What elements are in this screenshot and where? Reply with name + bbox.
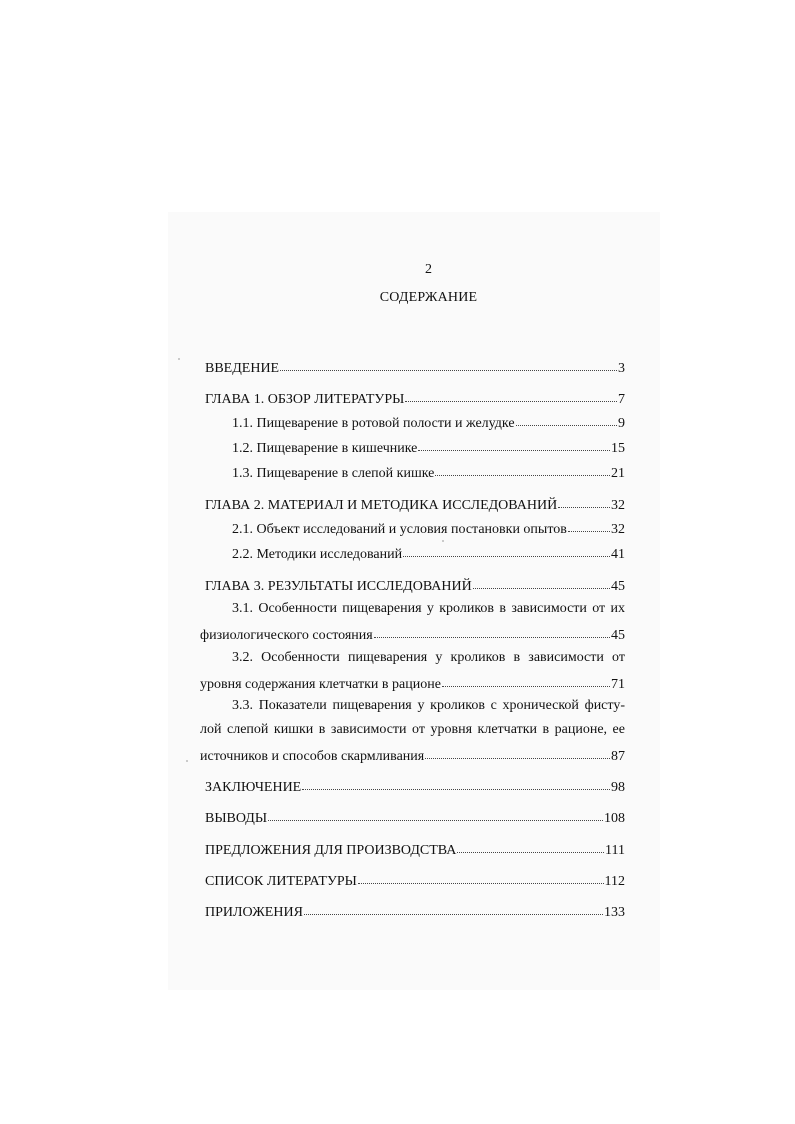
toc-entry-findings[interactable] <box>205 808 625 828</box>
leader-dots <box>268 807 603 821</box>
leader-dots <box>302 776 610 790</box>
toc-entry-label: СПИСОК ЛИТЕРАТУРЫ <box>205 874 357 889</box>
toc-entry-label: ГЛАВА 2. МАТЕРИАЛ И МЕТОДИКА ИССЛЕДОВАНИЙ <box>205 498 558 513</box>
toc-entry-section-3-3-line1[interactable]: 3.3. Показатели пищеварения у кроликов с хронической фисту- <box>232 698 625 713</box>
toc-entry-chapter-2[interactable] <box>205 495 625 515</box>
toc-entry-page: 98 <box>611 780 625 795</box>
toc-entry-section-3-3-line2[interactable]: лой слепой кишки в зависимости от уровня клетчатки в рационе, ее <box>200 722 625 737</box>
toc-entry-section-3-2-line1[interactable]: 3.2. Особенности пищеварения у кроликов в зависимости от <box>232 650 625 665</box>
toc-entry-section-2-1[interactable] <box>232 519 625 539</box>
toc-entry-label: 1.2. Пищеварение в кишечнике <box>232 441 418 456</box>
toc-entry-introduction[interactable] <box>205 358 625 378</box>
leader-dots <box>473 575 610 589</box>
leader-dots <box>374 624 610 638</box>
toc-entry-page: 32 <box>611 498 625 513</box>
toc-entry-section-1-2[interactable] <box>232 438 625 458</box>
toc-entry-section-3-1[interactable] <box>200 625 625 645</box>
toc-entry-conclusion[interactable] <box>205 777 625 797</box>
leader-dots <box>418 437 610 451</box>
toc-entry-label: ПРЕДЛОЖЕНИЯ ДЛЯ ПРОИЗВОДСТВА <box>205 843 457 858</box>
toc-entry-label: ГЛАВА 3. РЕЗУЛЬТАТЫ ИССЛЕДОВАНИЙ <box>205 579 472 594</box>
page-title: СОДЕРЖАНИЕ <box>379 290 478 305</box>
toc-entry-label: уровня содержания клетчатки в рационе <box>200 677 441 692</box>
page-number: 2 <box>425 262 432 277</box>
toc-entry-page: 112 <box>604 874 625 889</box>
scan-speck <box>442 540 444 542</box>
toc-entry-page: 71 <box>611 677 625 692</box>
toc-entry-label: 2.1. Объект исследований и условия постановки опытов <box>232 522 567 537</box>
leader-dots <box>304 901 603 915</box>
leader-dots <box>280 357 617 371</box>
toc-entry-label: ГЛАВА 1. ОБЗОР ЛИТЕРАТУРЫ <box>205 392 405 407</box>
toc-entry-section-1-1[interactable] <box>232 413 625 433</box>
toc-entry-label: ВВЕДЕНИЕ <box>205 361 280 376</box>
toc-entry-page: 87 <box>611 749 625 764</box>
toc-entry-label: 2.2. Методики исследований <box>232 547 403 562</box>
toc-entry-page: 41 <box>611 547 625 562</box>
leader-dots <box>425 745 610 759</box>
toc-entry-chapter-1[interactable] <box>205 389 625 409</box>
leader-dots <box>558 494 610 508</box>
toc-entry-page: 45 <box>611 579 625 594</box>
toc-entry-label: 1.3. Пищеварение в слепой кишке <box>232 466 435 481</box>
toc-entry-label: 1.1. Пищеварение в ротовой полости и желудке <box>232 416 515 431</box>
toc-entry-page: 7 <box>618 392 625 407</box>
leader-dots <box>516 412 617 426</box>
toc-entry-page: 21 <box>611 466 625 481</box>
leader-dots <box>568 518 610 532</box>
toc-entry-page: 15 <box>611 441 625 456</box>
toc-entry-label: источников и способов скармливания <box>200 749 425 764</box>
toc-entry-proposals[interactable] <box>205 840 625 860</box>
toc-entry-page: 3 <box>618 361 625 376</box>
leader-dots <box>358 870 604 884</box>
toc-entry-chapter-3[interactable] <box>205 576 625 596</box>
toc-entry-appendices[interactable] <box>205 902 625 922</box>
leader-dots <box>405 388 617 402</box>
toc-entry-page: 32 <box>611 522 625 537</box>
toc-entry-section-1-3[interactable] <box>232 463 625 483</box>
leader-dots <box>403 543 610 557</box>
toc-entry-page: 111 <box>605 843 625 858</box>
toc-entry-label: ЗАКЛЮЧЕНИЕ <box>205 780 302 795</box>
toc-entry-section-2-2[interactable] <box>232 544 625 564</box>
toc-entry-page: 133 <box>604 905 625 920</box>
leader-dots <box>435 462 610 476</box>
toc-entry-section-3-3[interactable] <box>200 746 625 766</box>
toc-entry-section-3-2[interactable] <box>200 674 625 694</box>
toc-entry-label: ПРИЛОЖЕНИЯ <box>205 905 303 920</box>
toc-entry-page: 45 <box>611 628 625 643</box>
toc-entry-page: 108 <box>604 811 625 826</box>
scan-speck <box>178 358 180 360</box>
toc-entry-label: ВЫВОДЫ <box>205 811 268 826</box>
leader-dots <box>442 673 610 687</box>
scan-speck <box>186 760 188 762</box>
toc-entry-section-3-1-line1[interactable]: 3.1. Особенности пищеварения у кроликов в зависимости от их <box>232 601 625 616</box>
toc-entry-references[interactable] <box>205 871 625 891</box>
toc-entry-page: 9 <box>618 416 625 431</box>
toc-entry-label: физиологического состояния <box>200 628 373 643</box>
leader-dots <box>457 839 604 853</box>
